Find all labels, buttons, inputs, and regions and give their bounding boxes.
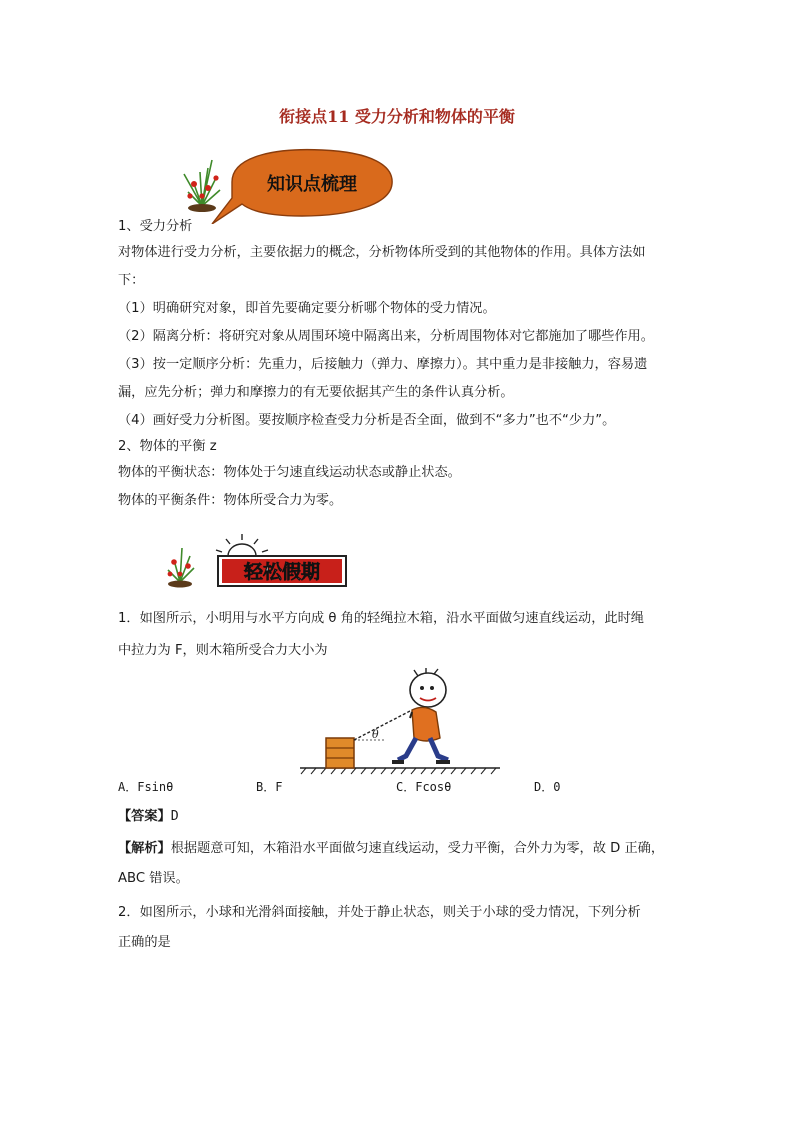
s1-point-3b: 漏，应先分析；弹力和摩擦力的有无要依据其产生的条件认真分析。	[118, 385, 514, 400]
q1-option-c: C．Fcosθ	[396, 780, 452, 794]
q1-answer	[118, 808, 688, 826]
page-title: 衔接点11 受力分析和物体的平衡	[279, 107, 515, 126]
q1-option-d: D．0	[534, 780, 561, 794]
angle-label: θ	[372, 728, 379, 741]
s1-point-4: （4）画好受力分析图。要按顺序检查受力分析是否全面，做到不“多力”也不“少力”。	[118, 413, 616, 428]
s2-heading: 2、物体的平衡 z	[118, 439, 217, 454]
q1-stem-2: 中拉力为 F，则木箱所受合力大小为	[118, 643, 328, 658]
analysis-tag: 【解析】	[118, 841, 171, 856]
analysis-text: 根据题意可知，木箱沿水平面做匀速直线运动，受力平衡，合外力为零，故 D 正确，	[170, 841, 665, 856]
answer-tag: 【答案】	[118, 809, 171, 824]
plant-icon	[168, 548, 194, 588]
s1-point-1: （1）明确研究对象，即首先要确定要分析哪个物体的受力情况。	[118, 301, 496, 316]
plant-icon	[184, 160, 220, 212]
s1-intro-2: 下：	[118, 273, 145, 288]
q1-option-a: A．Fsinθ	[118, 780, 174, 794]
ground-hatch	[301, 768, 496, 774]
boy-icon	[392, 668, 450, 762]
crate-icon	[326, 738, 354, 768]
q2-stem-1: 2．如图所示，小球和光滑斜面接触，并处于静止状态，则关于小球的受力情况，下列分析	[118, 905, 641, 920]
q1-figure	[300, 668, 510, 776]
answer-value: D	[170, 809, 179, 824]
holiday-banner	[160, 530, 350, 590]
q1-analysis-1	[118, 840, 688, 858]
q1-option-b: B．F	[256, 780, 283, 794]
s1-point-2: （2）隔离分析：将研究对象从周围环境中隔离出来，分析周围物体对它都施加了哪些作用。	[118, 329, 654, 344]
q1-analysis-2: ABC 错误。	[118, 871, 189, 886]
s1-point-3a: （3）按一定顺序分析：先重力，后接触力（弹力、摩擦力）。其中重力是非接触力，容易遗	[118, 357, 648, 372]
knowledge-banner-text: 知识点梳理	[267, 174, 357, 195]
q1-stem-1: 1．如图所示，小明用与水平方向成 θ 角的轻绳拉木箱，沿水平面做匀速直线运动，此时绳	[118, 611, 644, 626]
q2-stem-2: 正确的是	[118, 935, 171, 950]
s1-heading: 1、受力分析	[118, 219, 193, 234]
s2-state: 物体的平衡状态：物体处于匀速直线运动状态或静止状态。	[118, 465, 461, 480]
rope-line	[354, 710, 412, 740]
s1-intro-1: 对物体进行受力分析，主要依据力的概念，分析物体所受到的其他物体的作用。具体方法如	[118, 245, 646, 260]
sun-icon	[216, 534, 268, 556]
knowledge-banner	[172, 144, 398, 224]
s2-condition: 物体的平衡条件：物体所受合力为零。	[118, 493, 343, 508]
holiday-banner-text: 轻松假期	[243, 561, 321, 583]
